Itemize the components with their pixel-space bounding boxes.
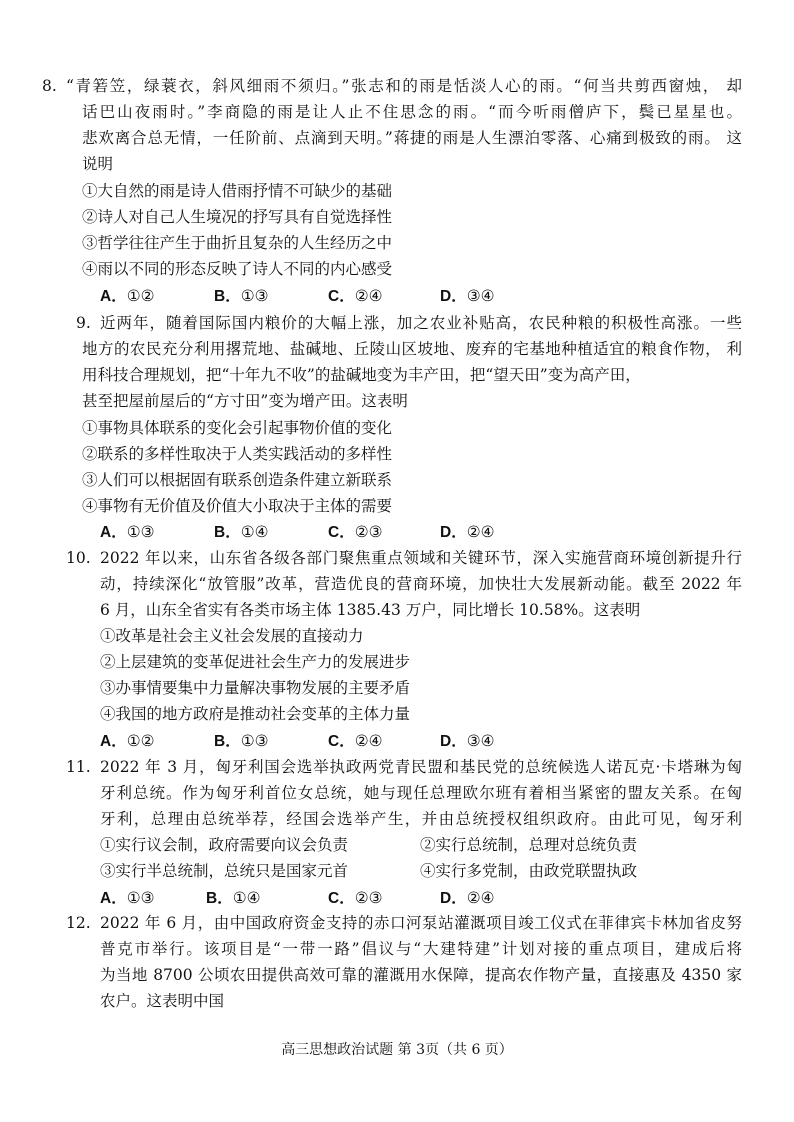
option-d[interactable]: D．②④ xyxy=(440,889,495,907)
question-stem-line: 10. 2022 年以来，山东省各级各部门聚焦重点领域和关键环节，深入实施营商环境创新提升行 xyxy=(100,545,742,571)
option-c[interactable]: C．②④ xyxy=(328,732,383,750)
option-a[interactable]: A．①② xyxy=(100,287,155,305)
question-stem-line: 8. “青箬笠，绿蓑衣，斜风细雨不须归。”张志和的雨是恬淡人心的雨。“何当共剪西窗烛， 却 xyxy=(66,73,742,99)
question-stem-line: 农户。这表明中国 xyxy=(100,992,225,1010)
option-c[interactable]: C．②④ xyxy=(328,287,383,305)
question-stem-line: 12. 2022 年 6 月，由中国政府资金支持的赤口河泵站灌溉项目竣工仪式在菲律宾卡林加省皮努 xyxy=(100,910,742,936)
option-b[interactable]: B．①③ xyxy=(214,732,269,750)
answer-options xyxy=(82,728,682,754)
answer-options xyxy=(82,885,682,911)
statement-1: ①实行议会制，政府需要向议会负责 xyxy=(100,836,349,854)
option-b[interactable]: B．①④ xyxy=(206,889,261,907)
question-stem-line: 地方的农民充分利用撂荒地、盐碱地、丘陵山区坡地、废弃的宅基地种植适宜的粮食作物， 利 xyxy=(82,340,742,358)
option-b[interactable]: B．①④ xyxy=(214,523,269,541)
statement-3: ③人们可以根据固有联系创造条件建立新联系 xyxy=(82,471,393,489)
question-stem-line: 动，持续深化“放管服”改革，营造优良的营商环境，加快壮大发展新动能。截至 2022 年 xyxy=(100,575,742,593)
statement-4: ④实行多党制，由政党联盟执政 xyxy=(420,862,638,880)
option-c[interactable]: C．②③ xyxy=(328,889,383,907)
option-a[interactable]: A．①② xyxy=(100,732,155,750)
statements-row xyxy=(100,832,742,858)
question-stem-line: 普克市举行。该项目是“一带一路”倡议与“大建特建”计划对接的重点项目，建成后将 xyxy=(100,940,742,958)
question-stem-line: 用科技合理规划，把“十年九不收”的盐碱地变为丰产田，把“望天田”变为高产田， xyxy=(82,366,641,384)
statement-3: ③哲学往往产生于曲折且复杂的人生经历之中 xyxy=(82,234,393,252)
question-stem-line: 甚至把屋前屋后的“方寸田”变为增产田。这表明 xyxy=(82,392,408,410)
option-d[interactable]: D．③④ xyxy=(440,732,495,750)
question-stem-line: 话巴山夜雨时。”李商隐的雨是让人止不住思念的雨。“而今听雨僧庐下，鬓已星星也。 xyxy=(82,103,742,121)
option-d[interactable]: D．②④ xyxy=(440,523,495,541)
statement-4: ④雨以不同的形态反映了诗人不同的内心感受 xyxy=(82,260,393,278)
option-c[interactable]: C．②③ xyxy=(328,523,383,541)
statement-3: ③办事情要集中力量解决事物发展的主要矛盾 xyxy=(100,679,411,697)
answer-options xyxy=(82,519,682,545)
question-stem-line: 11. 2022 年 3 月，匈牙利国会选举执政两党青民盟和基民党的总统候选人诺瓦克·卡塔琳为匈 xyxy=(100,754,742,780)
question-number: 10. xyxy=(66,549,91,567)
option-a[interactable]: A．①③ xyxy=(100,523,155,541)
statement-1: ①事物具体联系的变化会引起事物价值的变化 xyxy=(82,419,393,437)
statement-1: ①大自然的雨是诗人借雨抒情不可缺少的基础 xyxy=(82,182,393,200)
question-stem-line: 为当地 8700 公顷农田提供高效可靠的灌溉用水保障，提高农作物产量，直接惠及 4350 家 xyxy=(100,966,742,984)
question-stem-line: 牙利总统。作为匈牙利首位女总统，她与现任总理欧尔班有着相当紧密的盟友关系。在匈 xyxy=(100,784,742,802)
question-stem-line: 6 月，山东全省实有各类市场主体 1385.43 万户，同比增长 10.58%。这表明 xyxy=(100,601,641,619)
page-footer: 高三思想政治试题 第 3页（共 6 页） xyxy=(281,1042,513,1058)
question-stem-line: 9. 近两年，随着国际国内粮价的大幅上涨，加之农业补贴高，农民种粮的积极性高涨。一些 xyxy=(100,310,742,336)
question-number: 9. xyxy=(76,314,91,332)
option-d[interactable]: D．③④ xyxy=(440,287,495,305)
question-stem-line: 牙利，总理由总统举荐，经国会选举产生，并由总统授权组织政府。由此可见，匈牙利 xyxy=(100,810,742,828)
option-a[interactable]: A．①③ xyxy=(100,889,155,907)
question-stem-line: 悲欢离合总无情，一任阶前、点滴到天明。”蒋捷的雨是人生漂泊零落、心痛到极致的雨。 这 xyxy=(82,129,742,147)
statements-row xyxy=(100,858,742,884)
statement-3: ③实行半总统制，总统只是国家元首 xyxy=(100,862,349,880)
statement-2: ②联系的多样性取决于人类实践活动的多样性 xyxy=(82,445,393,463)
statement-4: ④事物有无价值及价值大小取决于主体的需要 xyxy=(82,497,393,515)
statement-1: ①改革是社会主义社会发展的直接动力 xyxy=(100,627,364,645)
statement-2: ②实行总统制，总理对总统负责 xyxy=(420,836,638,854)
statement-2: ②诗人对自己人生境况的抒写具有自觉选择性 xyxy=(82,208,393,226)
question-number: 12. xyxy=(66,914,91,932)
question-stem-line: 说明 xyxy=(82,155,114,173)
statement-2: ②上层建筑的变革促进社会生产力的发展进步 xyxy=(100,653,411,671)
statement-4: ④我国的地方政府是推动社会变革的主体力量 xyxy=(100,705,411,723)
question-number: 11. xyxy=(66,758,91,776)
option-b[interactable]: B．①③ xyxy=(214,287,269,305)
answer-options xyxy=(82,283,682,309)
question-number: 8. xyxy=(42,77,57,95)
